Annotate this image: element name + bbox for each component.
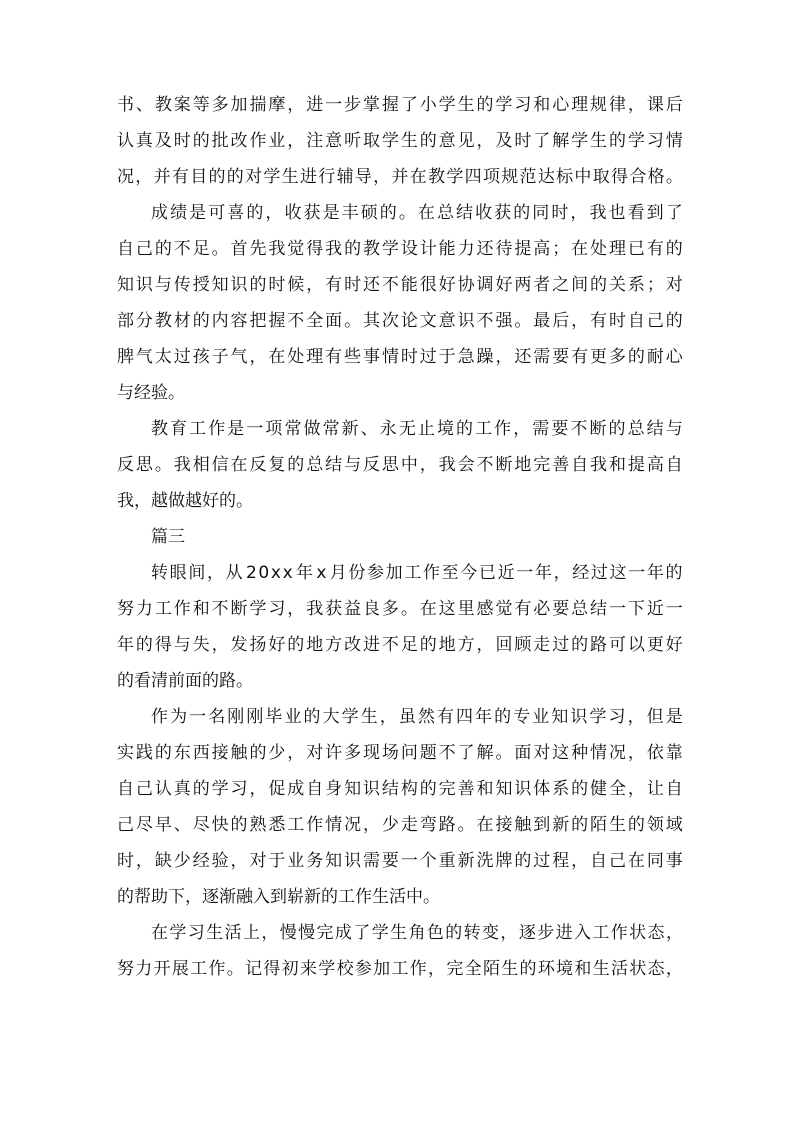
text-line: 与经验。 — [117, 383, 185, 403]
text-line: 自 己 的 不 足 。 首 先 我 觉 得 我 的 教 学 设 计 能 力 还 待 提 高 ； 在 处 理 已 有 的 — [117, 239, 683, 259]
text-line: 在 学 习 生 活 上 ， 慢 慢 完 成 了 学 生 角 色 的 转 变 ， 逐 步 进 入 工 作 状 态 ， — [151, 923, 683, 943]
text-line: 实 践 的 东 西 接 触 的 少 ， 对 许 多 现 场 问 题 不 了 解 。 面 对 这 种 情 况 ， 依 靠 — [117, 743, 683, 763]
text-line: 自 己 认 真 的 学 习 ， 促 成 自 身 知 识 结 构 的 完 善 和 知 识 体 系 的 健 全 ， 让 自 — [117, 779, 683, 799]
text-line: 作 为 一 名 刚 刚 毕 业 的 大 学 生 ， 虽 然 有 四 年 的 专 业 知 识 学 习 ， 但 是 — [151, 707, 683, 727]
text-line: 转 眼 间 ， 从 2 0 x x 年 x 月 份 参 加 工 作 至 今 已 近 一 年 ， 经 过 这 一 年 的 — [151, 563, 683, 583]
text-line: 部 分 教 材 的 内 容 把 握 不 全 面 。 其 次 论 文 意 识 不 强 。 最 后 ， 有 时 自 己 的 — [117, 311, 683, 331]
text-line: 的看清前面的路。 — [117, 671, 253, 691]
text-line: 脾 气 太 过 孩 子 气 ， 在 处 理 有 些 事 情 时 过 于 急 躁 ， 还 需 要 有 更 多 的 耐 心 — [117, 347, 683, 367]
text-line: 反 思 。 我 相 信 在 反 复 的 总 结 与 反 思 中 ， 我 会 不 断 地 完 善 自 我 和 提 高 自 — [117, 455, 683, 475]
text-line: 努 力 工 作 和 不 断 学 习 ， 我 获 益 良 多 。 在 这 里 感 觉 有 必 要 总 结 一 下 近 一 — [117, 599, 683, 619]
document-body — [117, 87, 683, 987]
text-line: 年 的 得 与 失 ， 发 扬 好 的 地 方 改 进 不 足 的 地 方 ， 回 顾 走 过 的 路 可 以 更 好 — [117, 635, 683, 655]
text-line: 成 绩 是 可 喜 的 ， 收 获 是 丰 硕 的 。 在 总 结 收 获 的 同 时 ， 我 也 看 到 了 — [151, 203, 683, 223]
text-line: 篇三 — [151, 527, 185, 547]
text-line: 教 育 工 作 是 一 项 常 做 常 新 、 永 无 止 境 的 工 作 ， 需 要 不 断 的 总 结 与 — [151, 419, 683, 439]
text-line: 知 识 与 传 授 知 识 的 时 候 ， 有 时 还 不 能 很 好 协 调 好 两 者 之 间 的 关 系 ； 对 — [117, 275, 683, 295]
text-line: 书 、 教 案 等 多 加 揣 摩 ， 进 一 步 掌 握 了 小 学 生 的 学 习 和 心 理 规 律 ， 课 后 — [117, 95, 683, 115]
text-line: 己 尽 早 、 尽 快 的 熟 悉 工 作 情 况 ， 少 走 弯 路 。 在 接 触 到 新 的 陌 生 的 领 域 — [117, 815, 683, 835]
text-line: 我，越做越好的。 — [117, 491, 253, 511]
text-line: 时 ， 缺 少 经 验 ， 对 于 业 务 知 识 需 要 一 个 重 新 洗 牌 的 过 程 ， 自 己 在 同 事 — [117, 851, 683, 871]
text-line: 的帮助下，逐渐融入到崭新的工作生活中。 — [117, 887, 440, 907]
text-line: 努 力 开 展 工 作 。 记 得 初 来 学 校 参 加 工 作 ， 完 全 陌 生 的 环 境 和 生 活 状 态 ， — [117, 959, 683, 979]
text-line: 况 ， 并 有 目 的 的 对 学 生 进 行 辅 导 ， 并 在 教 学 四 项 规 范 达 标 中 取 得 合 格 。 — [117, 167, 683, 187]
text-line: 认 真 及 时 的 批 改 作 业 ， 注 意 听 取 学 生 的 意 见 ， 及 时 了 解 学 生 的 学 习 情 — [117, 131, 683, 151]
